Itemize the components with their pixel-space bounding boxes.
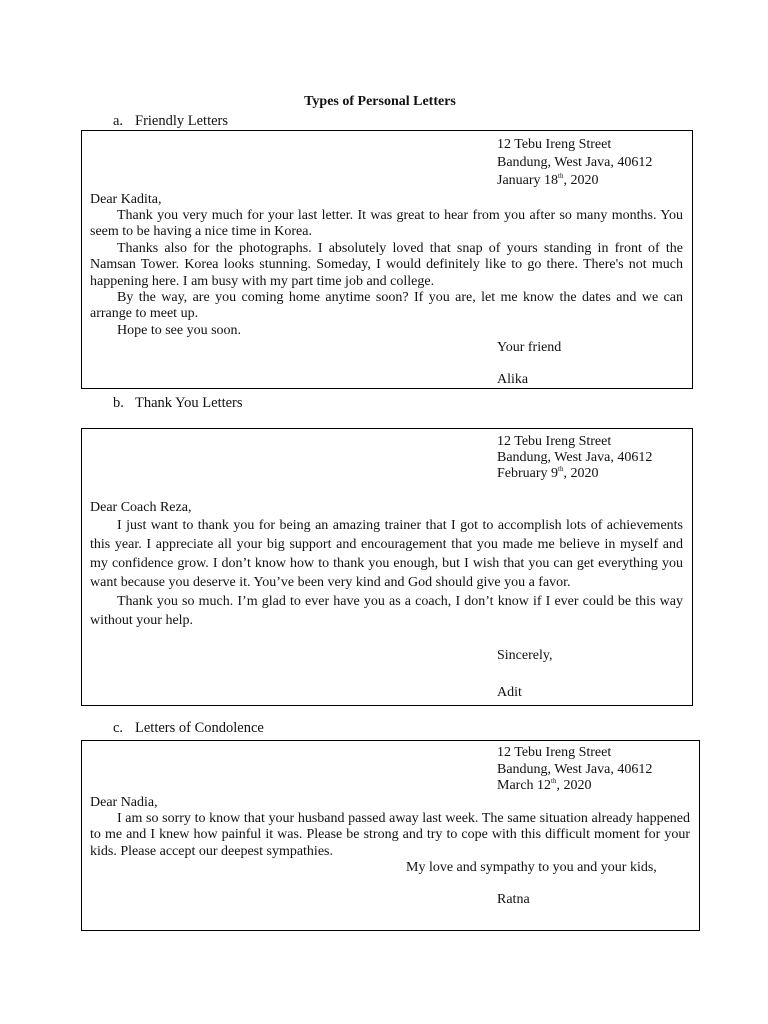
date-suffix: th	[558, 172, 564, 180]
date-suffix: th	[551, 777, 557, 785]
letter-paragraph: Hope to see you soon.	[117, 323, 242, 338]
letter-paragraph: Thank you very much for your last letter. It was great to hear from you after so many months. You seem to be having a nice time in Korea.	[90, 208, 683, 240]
salutation: Dear Coach Reza,	[90, 500, 192, 515]
section-heading-thank-you	[113, 395, 243, 412]
address-city: Bandung, West Java, 40612	[497, 450, 653, 465]
thank-you-letter-box	[81, 428, 693, 706]
salutation: Dear Nadia,	[90, 795, 158, 810]
closing: Your friend	[497, 340, 562, 355]
letter-paragraph: By the way, are you coming home anytime soon? If you are, let me know the dates and we can arrange to meet up.	[90, 290, 683, 322]
letter-date	[497, 778, 592, 794]
date-year: , 2020	[563, 466, 599, 481]
date-month: March 12	[497, 778, 552, 793]
page-title: Types of Personal Letters	[304, 94, 456, 109]
date-month: February 9	[497, 466, 559, 481]
letter-paragraph: I am so sorry to know that your husband passed away last week. The same situation already happened to me and I knew how painful it was. Please be strong and try to cope with this difficult moment for your kids. Please accept our deepest sympathies.	[90, 811, 690, 859]
letter-paragraph: Thanks also for the photographs. I absolutely loved that snap of yours standing in front of the Namsan Tower. Korea looks stunning. Someday, I would definitely like to go there. There's not much happening here. I am busy with my part time job and college.	[90, 241, 683, 289]
salutation: Dear Kadita,	[90, 192, 162, 207]
section-heading-friendly	[113, 113, 228, 130]
heading-label: Thank You Letters	[135, 395, 243, 411]
signature: Alika	[497, 372, 529, 387]
letter-paragraph: Thank you so much. I’m glad to ever have you as a coach, I don’t know if I ever could be this way without your help.	[90, 594, 683, 628]
closing: My love and sympathy to you and your kids,	[406, 860, 657, 875]
letter-date	[497, 466, 599, 482]
date-month: January 18	[497, 173, 559, 188]
address-city: Bandung, West Java, 40612	[497, 155, 653, 170]
closing: Sincerely,	[497, 648, 553, 663]
friendly-letter-box	[81, 130, 693, 389]
heading-label: Letters of Condolence	[135, 720, 264, 736]
date-suffix: th	[558, 465, 564, 473]
section-heading-condolence	[113, 720, 264, 737]
heading-label: Friendly Letters	[135, 113, 229, 129]
address-street: 12 Tebu Ireng Street	[497, 745, 612, 760]
date-year: , 2020	[556, 778, 592, 793]
address-street: 12 Tebu Ireng Street	[497, 137, 612, 152]
signature: Ratna	[497, 892, 530, 907]
address-street: 12 Tebu Ireng Street	[497, 434, 612, 449]
condolence-letter-box	[81, 740, 700, 931]
letter-date	[497, 173, 599, 189]
date-year: , 2020	[563, 173, 599, 188]
address-city: Bandung, West Java, 40612	[497, 762, 653, 777]
list-marker: a.	[113, 113, 124, 129]
letter-paragraph: I just want to thank you for being an amazing trainer that I got to accomplish lots of achievements this year. I appreciate all your big support and encouragement that you made me believe in myself and my confidence grow. I don’t know how to thank you enough, but I wish that you can get everything you want because you deserve it. You’ve been very kind and God should give you a favor.	[90, 518, 683, 590]
list-marker: c.	[113, 720, 124, 736]
list-marker: b.	[113, 395, 124, 411]
signature: Adit	[497, 685, 522, 700]
